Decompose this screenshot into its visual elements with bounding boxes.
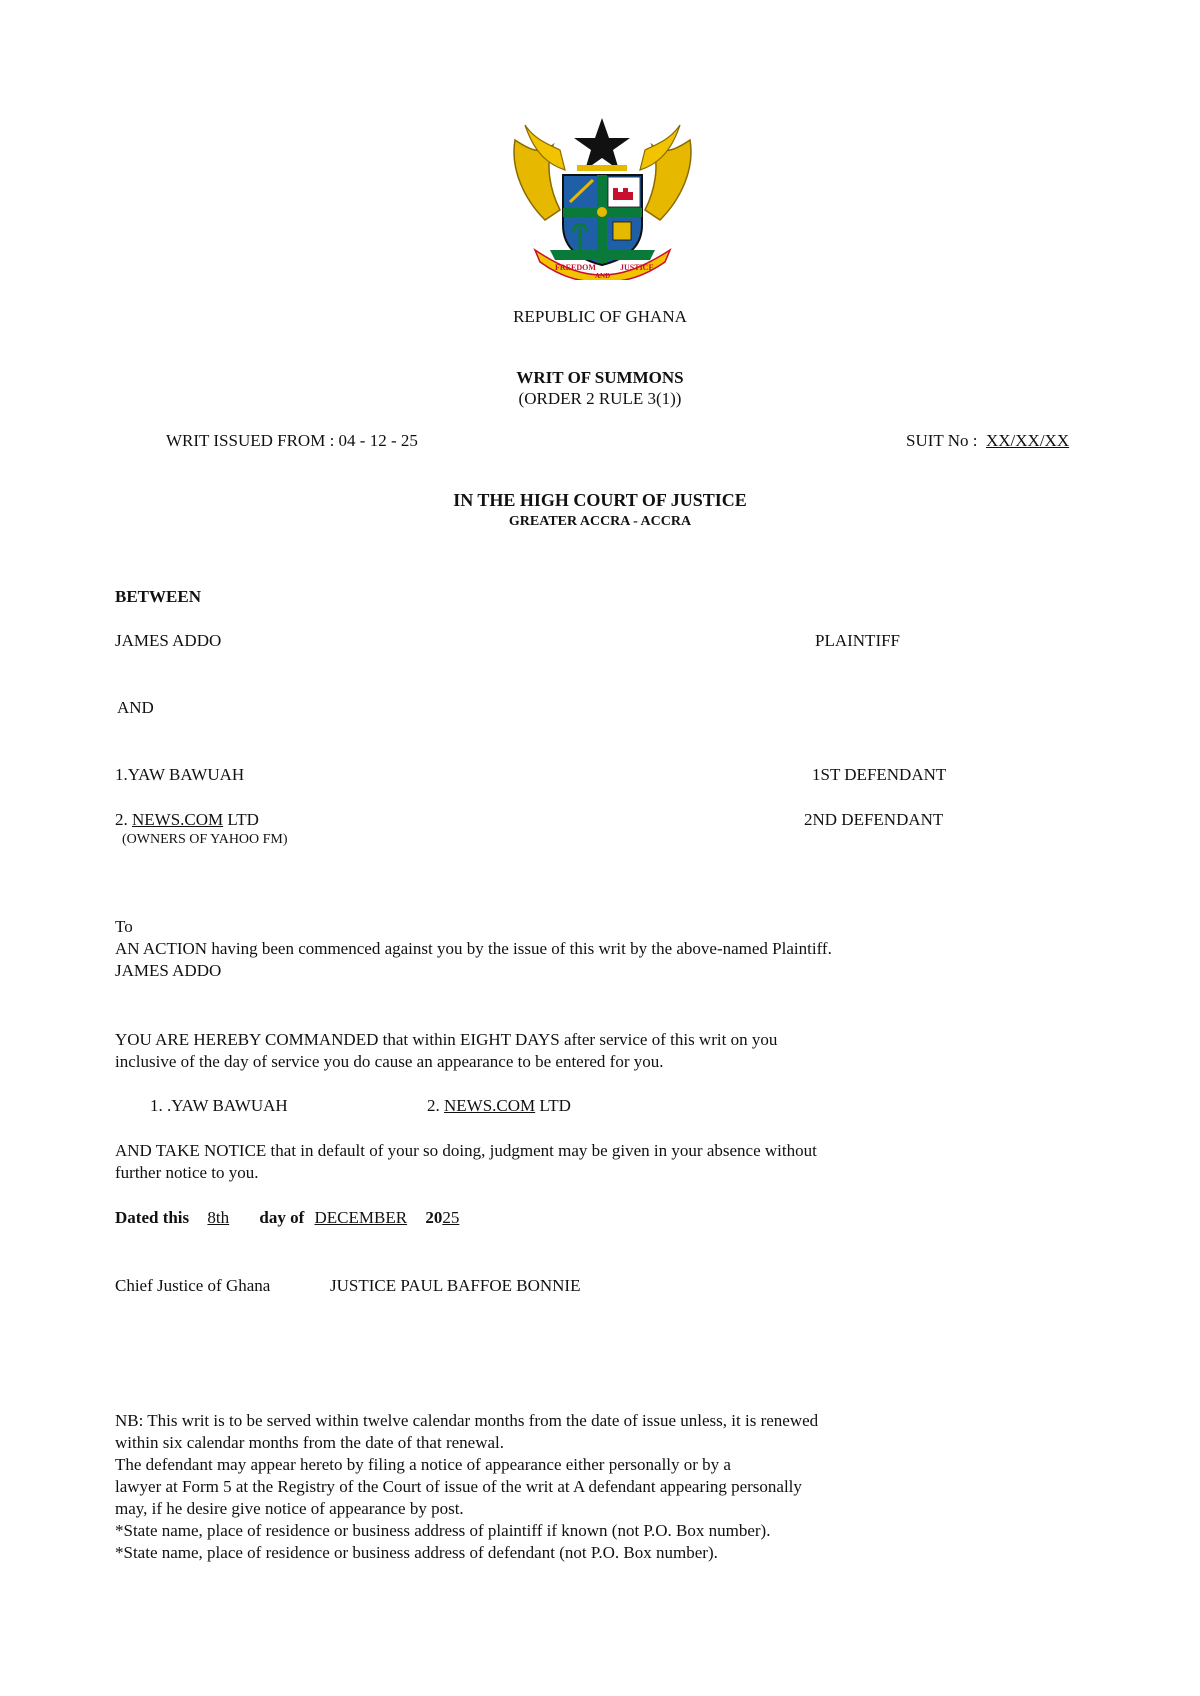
suit-label: SUIT No : — [906, 431, 978, 450]
nb-line-4: lawyer at Form 5 at the Registry of the Court of issue of the writ at A defendant appearing personally — [115, 1477, 802, 1496]
defendant-2-role: 2ND DEFENDANT — [804, 810, 944, 829]
and-separator: AND — [117, 698, 154, 717]
nb-line-7: *State name, place of residence or business address of defendant (not P.O. Box number). — [115, 1543, 718, 1562]
commanded-line-1: YOU ARE HEREBY COMMANDED that within EIGHT DAYS after service of this writ on you — [115, 1030, 778, 1049]
coat-of-arms-emblem — [505, 110, 700, 280]
signatory-title: Chief Justice of Ghana — [115, 1276, 271, 1295]
list-2-link[interactable]: NEWS.COM — [444, 1096, 536, 1115]
nb-notes — [115, 1410, 818, 1564]
defendant-2-suffix: LTD — [223, 810, 259, 829]
defendant-list-1: 1. .YAW BAWUAH — [150, 1096, 288, 1115]
defendant-1-role: 1ST DEFENDANT — [812, 765, 947, 784]
writ-issued-line — [166, 431, 418, 451]
dated-line — [115, 1208, 459, 1228]
notice-line-2: further notice to you. — [115, 1163, 259, 1182]
dated-year-prefix: 20 — [425, 1208, 443, 1227]
black-star-icon — [574, 118, 630, 170]
suit-number: XX/XX/XX — [985, 431, 1070, 450]
lion-icon — [597, 207, 607, 217]
shield-cross-v — [597, 175, 607, 263]
commanded-line-2: inclusive of the day of service you do cause an appearance to be entered for you. — [115, 1052, 664, 1071]
defendant-list-2 — [427, 1096, 571, 1116]
plaintiff-role: PLAINTIFF — [815, 631, 901, 650]
crest-wreath — [577, 165, 627, 171]
nb-line-2: within six calendar months from the date of that renewal. — [115, 1433, 504, 1452]
dated-day: 8th — [207, 1208, 230, 1227]
dated-day-of: day of — [259, 1208, 305, 1227]
motto-right-text: JUSTICE — [620, 263, 654, 272]
action-line: AN ACTION having been commenced against you by the issue of this writ by the above-named Plaintiff. — [115, 939, 832, 958]
mine-icon — [613, 222, 631, 240]
motto-left-text: FREEDOM — [555, 263, 596, 272]
order-reference: (ORDER 2 RULE 3(1)) — [518, 389, 682, 408]
dated-year-suffix: 25 — [442, 1208, 460, 1227]
dated-month: DECEMBER — [314, 1208, 408, 1227]
document-title: WRIT OF SUMMONS — [516, 368, 684, 387]
court-heading: IN THE HIGH COURT OF JUSTICE — [453, 490, 747, 510]
motto-mid-text: AND — [595, 272, 611, 280]
list-2-suffix: LTD — [535, 1096, 571, 1115]
nb-line-5: may, if he desire give notice of appearance by post. — [115, 1499, 464, 1518]
signatory-name: JUSTICE PAUL BAFFOE BONNIE — [330, 1276, 581, 1295]
defendant-1-name: 1.YAW BAWUAH — [115, 765, 245, 784]
nb-line-6: *State name, place of residence or business address of plaintiff if known (not P.O. Box number). — [115, 1521, 771, 1540]
crest-base — [550, 250, 655, 260]
action-plaintiff: JAMES ADDO — [115, 961, 222, 980]
issued-from-date: 04 - 12 - 25 — [338, 431, 418, 450]
defendant-2-link[interactable]: NEWS.COM — [132, 810, 224, 829]
dated-label: Dated this — [115, 1208, 190, 1227]
list-2-prefix: 2. — [427, 1096, 444, 1115]
notice-line-1: AND TAKE NOTICE that in default of your so doing, judgment may be given in your absence without — [115, 1141, 817, 1160]
country-heading: REPUBLIC OF GHANA — [513, 307, 687, 326]
between-heading: BETWEEN — [115, 587, 201, 606]
court-region: GREATER ACCRA - ACCRA — [508, 514, 692, 529]
defendant-2-name — [115, 810, 259, 830]
suit-number-line — [906, 431, 1069, 451]
issued-from-label: WRIT ISSUED FROM : — [166, 431, 339, 450]
plaintiff-name: JAMES ADDO — [115, 631, 222, 650]
nb-line-3: The defendant may appear hereto by filing a notice of appearance either personally or by a — [115, 1455, 731, 1474]
defendant-2-note: (OWNERS OF YAHOO FM) — [122, 832, 288, 847]
defendant-2-prefix: 2. — [115, 810, 132, 829]
to-line: To — [115, 917, 133, 936]
nb-line-1: NB: This writ is to be served within twelve calendar months from the date of issue unless, it is renewed — [115, 1411, 819, 1430]
